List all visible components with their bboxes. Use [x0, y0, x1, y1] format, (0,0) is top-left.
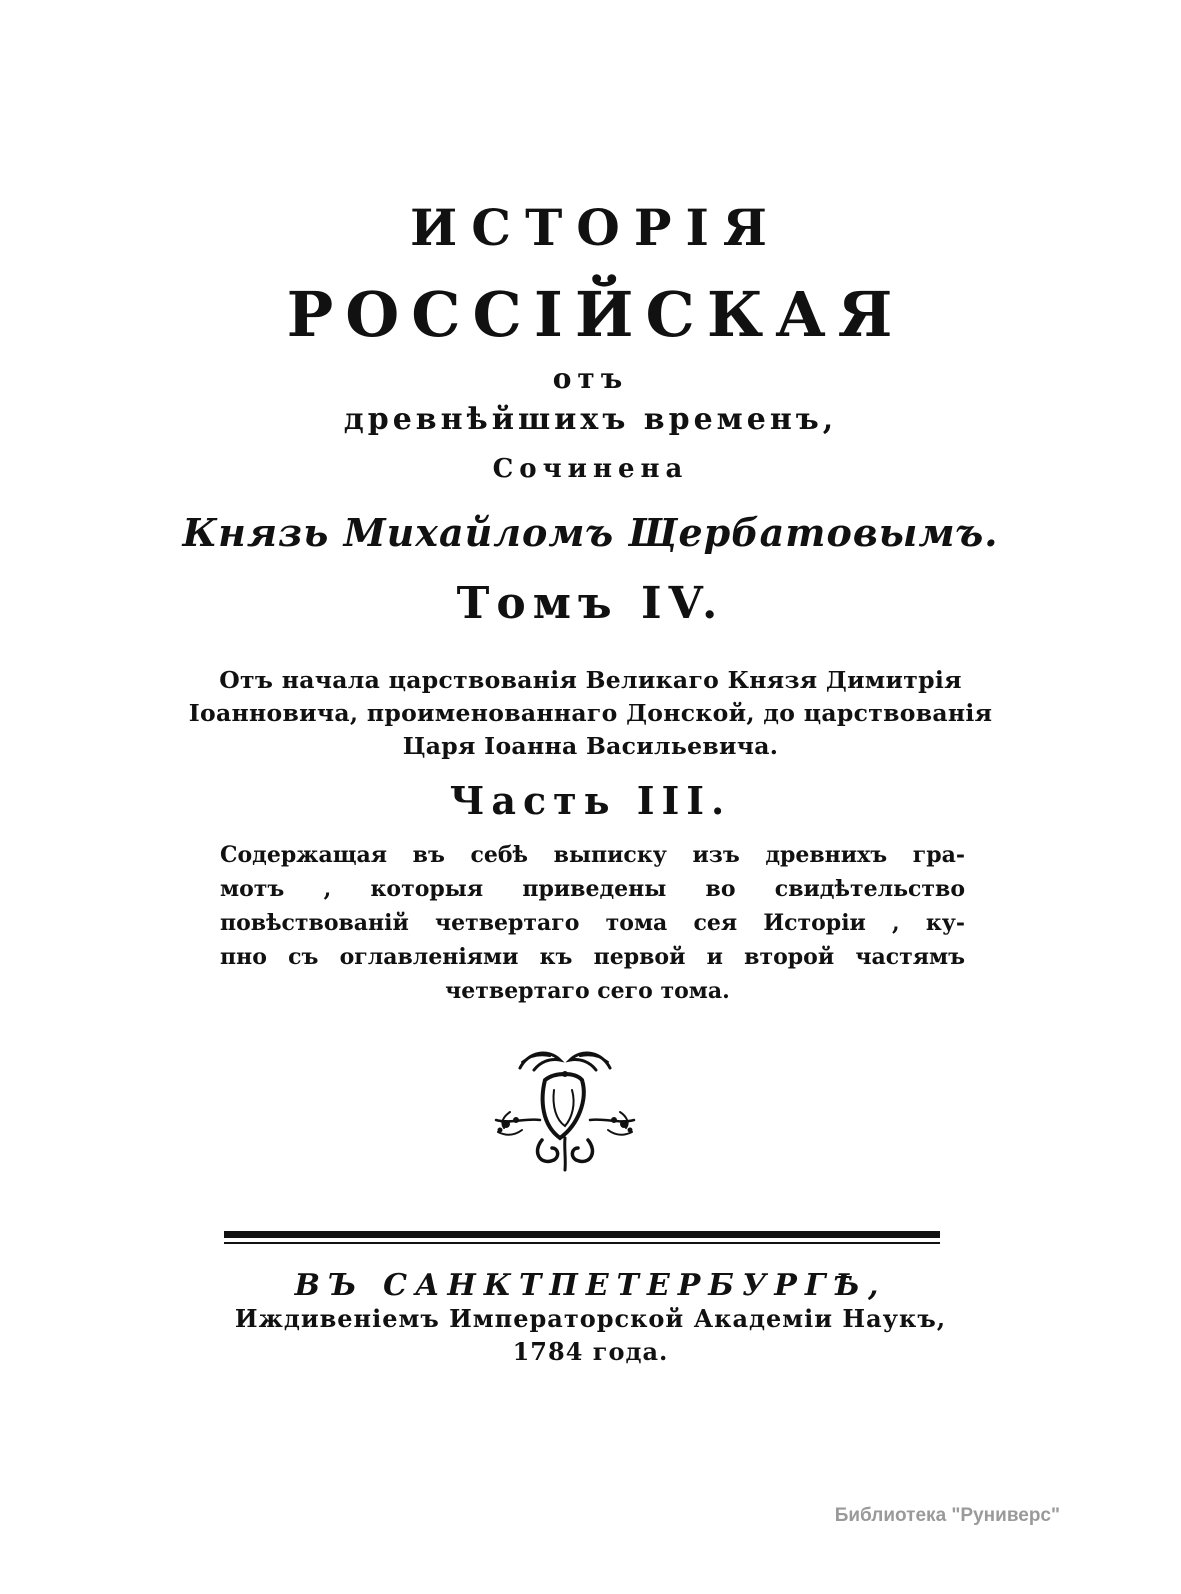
- description-line: Царя Іоанна Васильевича.: [402, 732, 779, 760]
- composed-by-line: Сочинена: [492, 454, 689, 484]
- part-contents: [220, 838, 965, 1008]
- contents-line: повѣствованій четвертаго тома сея Исторіи , ку-: [220, 910, 965, 936]
- volume-description: [0, 664, 1181, 763]
- divider-rule-thick: [224, 1231, 940, 1238]
- vignette-ornament-icon: [470, 1040, 660, 1180]
- title-line-1: ИСТОРІЯ: [410, 198, 781, 257]
- volume-heading: Томъ IV.: [456, 578, 725, 629]
- imprint-publisher: Иждивеніемъ Императорской Академіи Наукъ,: [234, 1304, 947, 1333]
- description-line: Іоанновича, проименованнаго Донской, до царствованія: [188, 699, 993, 727]
- contents-line: мотъ , которыя приведены во свидѣтельство: [220, 876, 965, 902]
- ancient-times-line: древнѣйшихъ временъ,: [343, 402, 838, 437]
- contents-line: пно съ оглавленіями къ первой и второй частямъ: [220, 944, 965, 970]
- contents-line: четвертаго сего тома.: [445, 978, 730, 1004]
- divider-rule-thin: [224, 1242, 940, 1244]
- from-word: отъ: [552, 362, 629, 395]
- part-heading: Часть III.: [449, 778, 732, 823]
- imprint-city: ВЪ САНКТПЕТЕРБУРГѢ,: [294, 1268, 887, 1303]
- library-watermark: Библиотека "Руниверс": [834, 1505, 1060, 1526]
- imprint-year: 1784 года.: [512, 1337, 669, 1366]
- title-line-2: РОССІЙСКАЯ: [286, 278, 905, 351]
- description-line: Отъ начала царствованія Великаго Князя Димитрія: [219, 666, 962, 694]
- author-line: Князь Михайломъ Щербатовымъ.: [182, 510, 999, 555]
- contents-line: Содержащая въ себѣ выписку изъ древнихъ гра-: [220, 842, 965, 868]
